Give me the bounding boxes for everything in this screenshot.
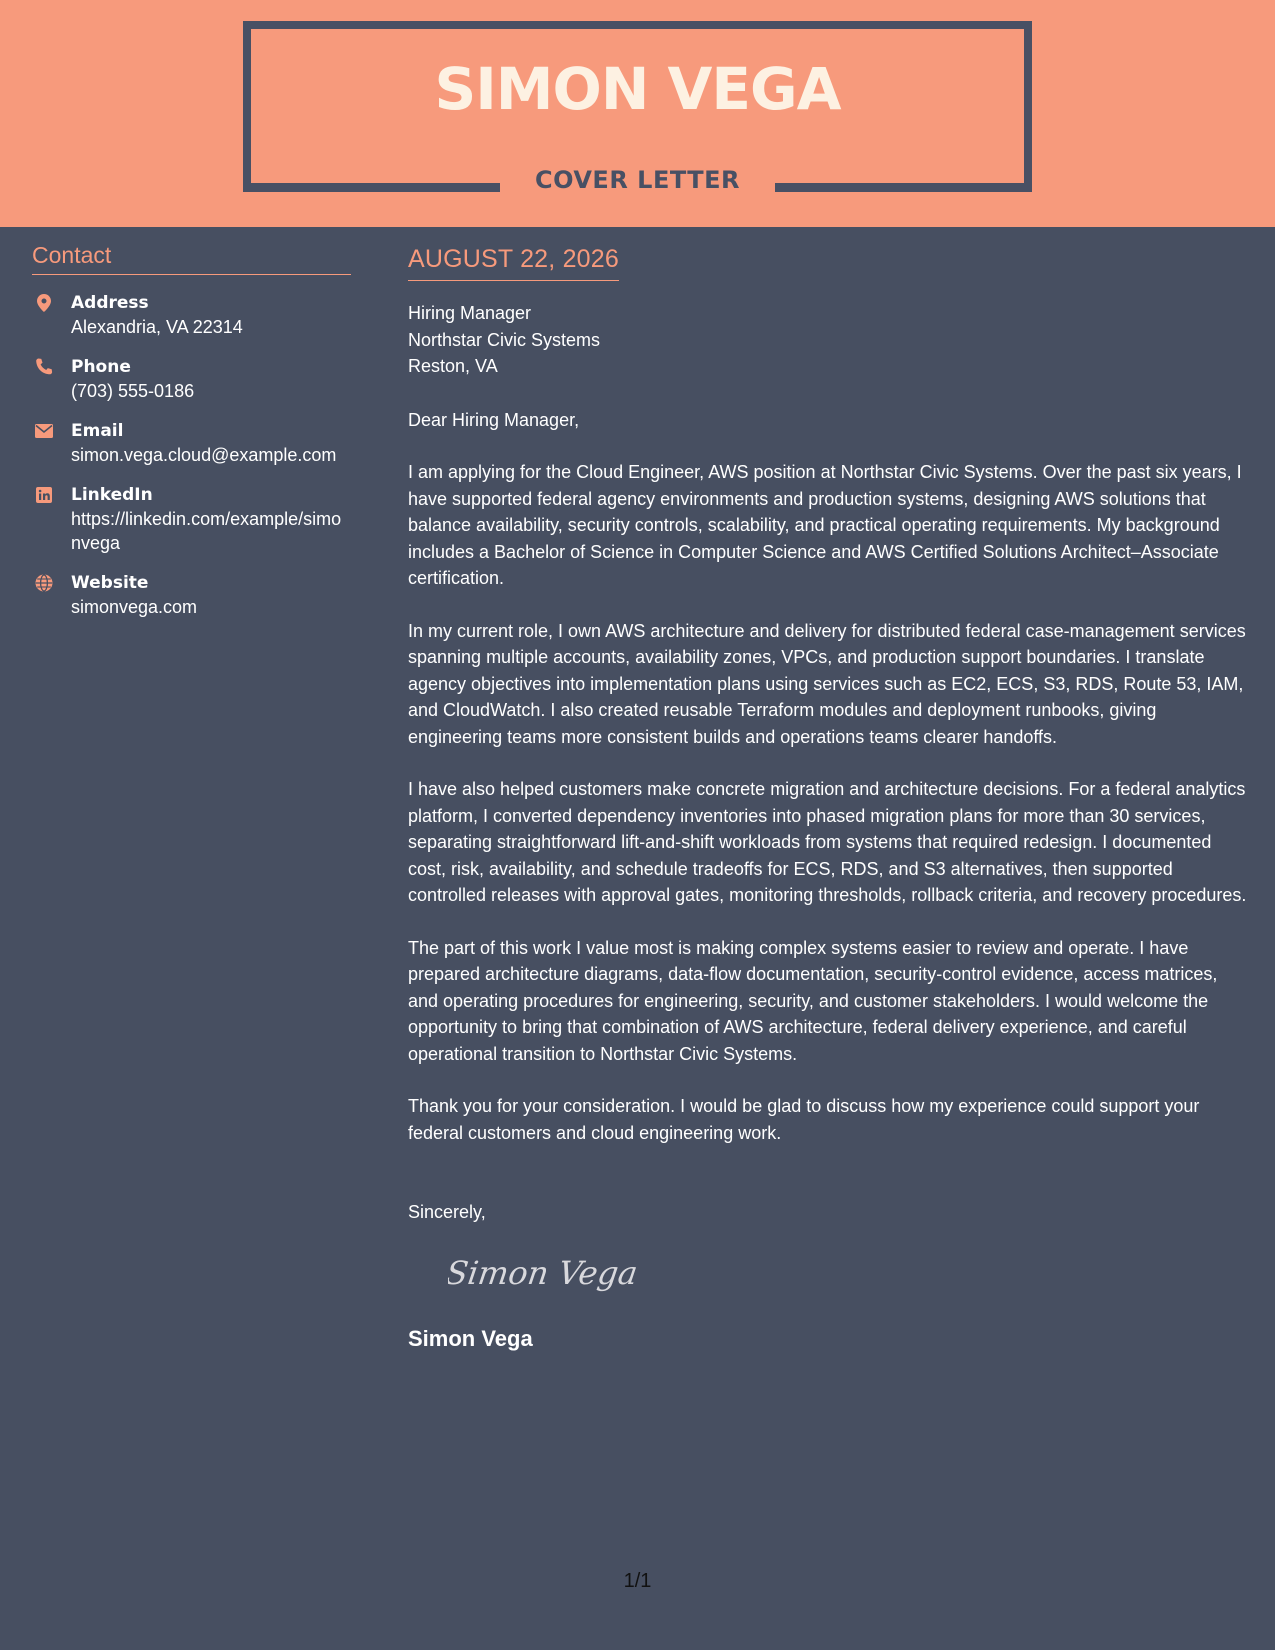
contact-item-linkedin	[32, 483, 352, 555]
contact-sidebar	[32, 242, 352, 619]
signer-name: Simon Vega	[408, 1325, 533, 1351]
paragraph: I am applying for the Cloud Engineer, AWS position at Northstar Civic Systems. Over the past six years, I have supported federal agency environments and production systems, designing AWS solutions that balance availability, security controls, scalability, and practical operating requirements. My background includes a Bachelor of Science in Computer Science and AWS Certified Solutions Architect–Associate certification.	[408, 462, 1242, 588]
globe-icon	[35, 574, 53, 592]
signature	[448, 1246, 1248, 1300]
salutation: Dear Hiring Manager,	[408, 409, 580, 430]
contact-label: Address	[71, 292, 149, 313]
header-banner	[0, 0, 1275, 227]
contact-value: simon.vega.cloud@example.com	[71, 444, 337, 465]
applicant-name: SIMON VEGA	[434, 55, 841, 123]
contact-value: Alexandria, VA 22314	[71, 316, 243, 337]
contact-item-phone	[32, 355, 352, 403]
header-frame-bottom-left	[243, 183, 500, 192]
contact-label: Email	[71, 420, 124, 441]
signature-graphic	[448, 1246, 648, 1300]
paragraph: In my current role, I own AWS architecture and delivery for distributed federal case-management services spanning multiple accounts, availability zones, VPCs, and production support boundaries. I translate agency objectives into implementation plans using services such as EC2, ECS, S3, RDS, Route 53, IAM, and CloudWatch. I also created reusable Terraform modules and deployment runbooks, giving engineering teams more consistent builds and operations teams clearer handoffs.	[408, 620, 1246, 747]
contact-value: simonvega.com	[71, 596, 198, 617]
contact-item-email	[32, 419, 352, 467]
contact-value: https://linkedin.com/example/simonvega	[71, 508, 342, 553]
phone-icon	[35, 358, 53, 376]
paragraph: The part of this work I value most is making complex systems easier to review and operate. I have prepared architecture diagrams, data-flow documentation, security-control evidence, access matrices, and operating procedures for engineering, security, and customer stakeholders. I would welcome the opportunity to bring that combination of AWS architecture, federal delivery experience, and careful operational transition to Northstar Civic Systems.	[408, 937, 1218, 1064]
contact-label: Phone	[71, 356, 131, 377]
linkedin-icon	[35, 486, 53, 504]
recipient-line: Hiring Manager	[408, 303, 532, 323]
contact-label: LinkedIn	[71, 484, 153, 505]
map-pin-icon	[35, 294, 53, 312]
recipient-line: Reston, VA	[408, 356, 498, 376]
paragraph: I have also helped customers make concrete migration and architecture decisions. For a federal analytics platform, I converted dependency inventories into phased migration plans for more than 30 services, separating straightforward lift-and-shift workloads from systems that required redesign. I documented cost, risk, availability, and schedule tradeoffs for ECS, RDS, and S3 alternatives, then supported controlled releases with approval gates, monitoring thresholds, rollback criteria, and recovery procedures.	[408, 779, 1247, 905]
document-subtitle: COVER LETTER	[534, 166, 741, 194]
contact-label: Website	[71, 572, 149, 593]
recipient-line: Northstar Civic Systems	[408, 329, 601, 350]
closing: Sincerely,	[408, 1202, 486, 1222]
signature-text: Simon Vega	[448, 1253, 640, 1292]
contact-value: (703) 555-0186	[71, 380, 195, 401]
recipient-block	[408, 300, 1248, 380]
contact-item-website	[32, 571, 352, 619]
header-frame-bottom-right	[775, 183, 1032, 192]
contact-item-address	[32, 291, 352, 339]
page-number: 1/1	[623, 1570, 652, 1592]
contact-heading: Contact	[32, 242, 351, 275]
envelope-icon	[35, 422, 53, 440]
letter-date: AUGUST 22, 2026	[408, 244, 619, 281]
paragraph: Thank you for your consideration. I would be glad to discuss how my experience could support your federal customers and cloud engineering work.	[408, 1096, 1200, 1143]
letter-body	[408, 244, 1248, 1352]
